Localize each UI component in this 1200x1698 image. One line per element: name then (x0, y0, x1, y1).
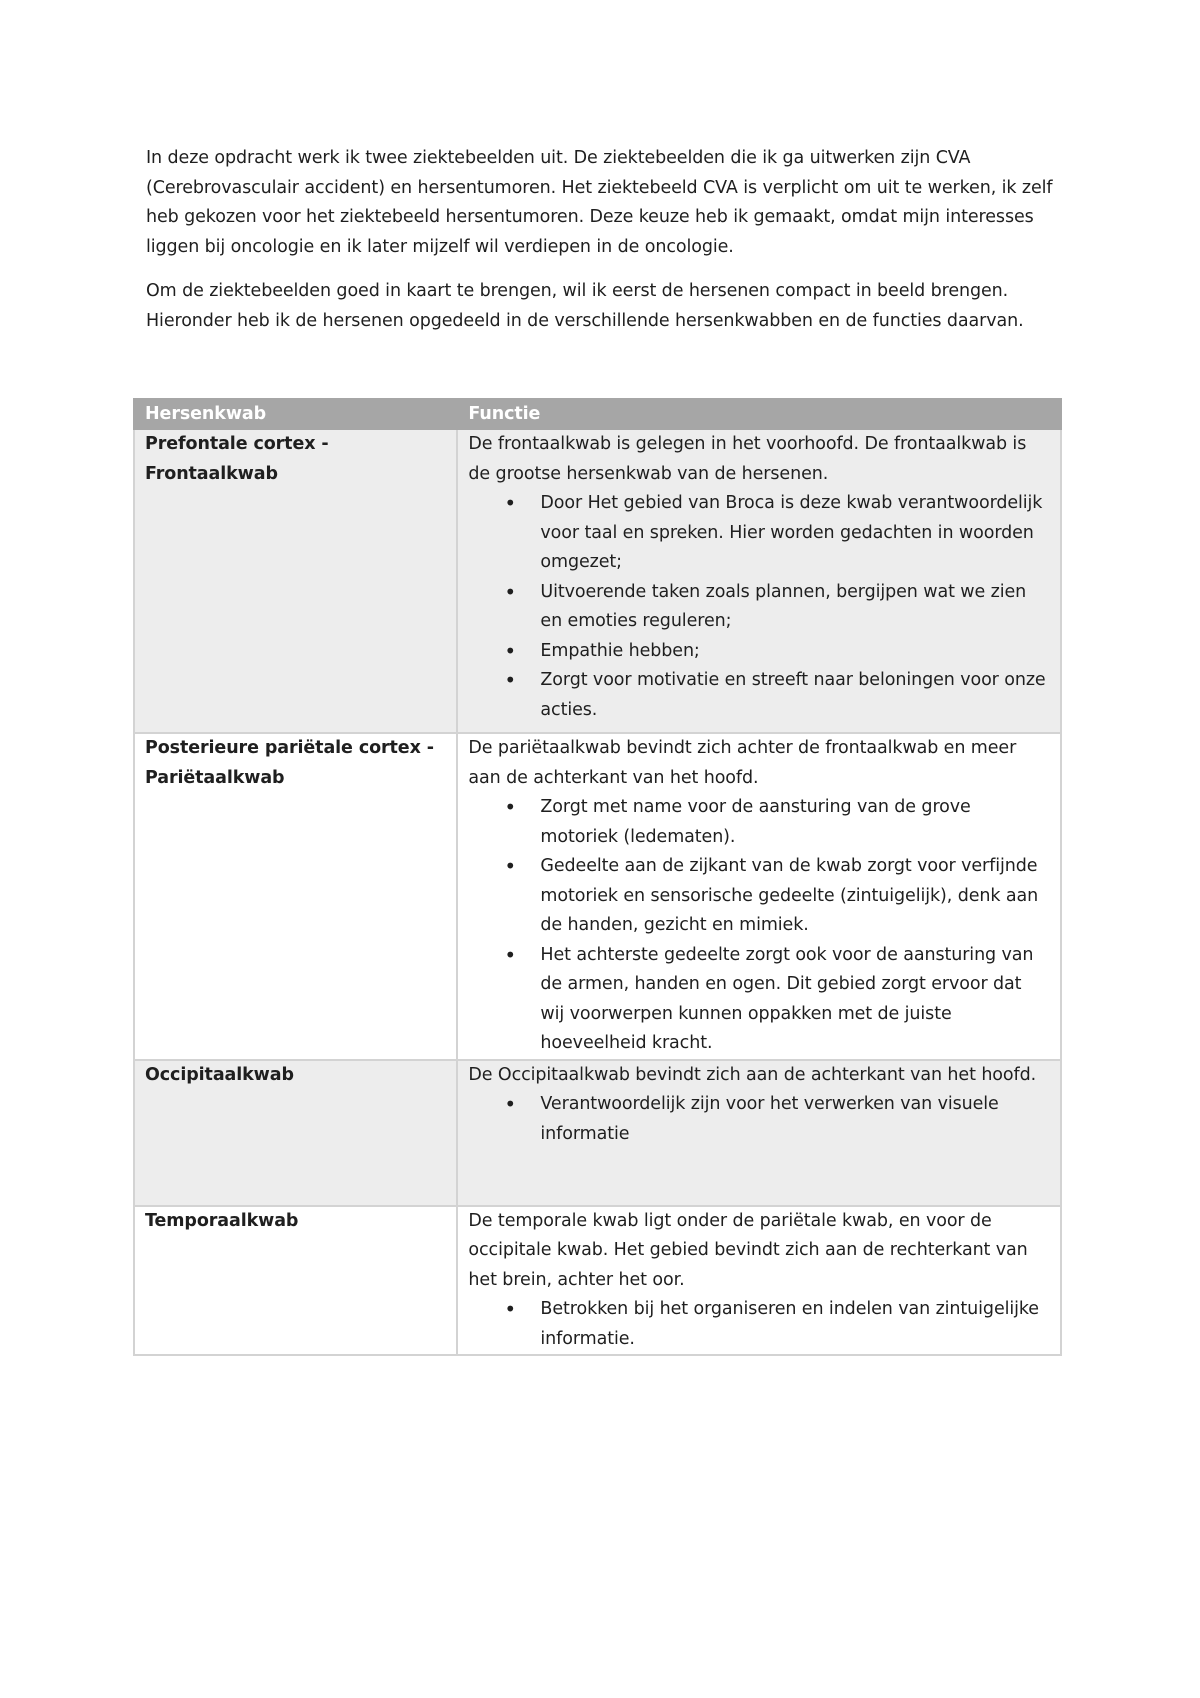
intro-text (146, 144, 1066, 351)
lobe-function-cell (457, 429, 1061, 733)
function-intro: De temporale kwab ligt onder de pariëtale kwab, en voor de occipitale kwab. Het gebied bevindt zich aan de rechterkant van het brein, achter het oor. (468, 1210, 1028, 1290)
function-bullet-list (468, 793, 1050, 1059)
list-item: • Zorgt voor motivatie en streeft naar beloningen voor onze acties. (530, 666, 1050, 725)
list-item: • Gedeelte aan de zijkant van de kwab zorgt voor verfijnde motoriek en sensorische gedeelte (zintuigelijk), denk aan de handen, gezicht en mimiek. (530, 852, 1050, 941)
lobe-name-cell (134, 1206, 457, 1356)
list-item: • Door Het gebied van Broca is deze kwab verantwoordelijk voor taal en spreken. Hier worden gedachten in woorden omgezet; (530, 489, 1050, 578)
lobe-function-cell (457, 1206, 1061, 1356)
function-intro: De Occipitaalkwab bevindt zich aan de achterkant van het hoofd. (468, 1064, 1037, 1085)
lobe-name-cell (134, 429, 457, 733)
table-row (134, 733, 1061, 1060)
lobe-function-cell (457, 733, 1061, 1060)
lobe-name-line: Prefontale cortex - (145, 434, 329, 454)
function-intro: De pariëtaalkwab bevindt zich achter de frontaalkwab en meer aan de achterkant van het hoofd. (468, 738, 1017, 788)
intro-paragraph-1: In deze opdracht werk ik twee ziektebeelden uit. De ziektebeelden die ik ga uitwerken zijn CVA (Cerebrovasculair accident) en hersentumoren. Het ziektebeeld CVA is verplicht om uit te werken, ik zelf heb gekozen voor het ziektebeeld hersentumoren. Deze keuze heb ik gemaakt, omdat mijn interesses liggen bij oncologie en ik later mijzelf wil verdiepen in de oncologie. (146, 148, 1053, 257)
table-row (134, 1060, 1061, 1206)
header-hersenkwab: Hersenkwab (134, 399, 457, 429)
lobe-name-line: Occipitaalkwab (145, 1064, 294, 1085)
function-bullet-list (468, 1090, 1050, 1149)
lobe-name-line: Posterieure pariëtale cortex - (145, 738, 434, 758)
list-item: • Empathie hebben; (530, 637, 1050, 667)
function-bullet-list (468, 489, 1050, 725)
table-row (134, 429, 1061, 733)
lobe-function-cell (457, 1060, 1061, 1206)
function-bullet-list (468, 1295, 1050, 1354)
function-intro: De frontaalkwab is gelegen in het voorhoofd. De frontaalkwab is de grootse hersenkwab van de hersenen. (468, 434, 1027, 484)
lobe-name-line: Pariëtaalkwab (145, 767, 285, 788)
lobe-name-cell (134, 733, 457, 1060)
intro-paragraph-2: Om de ziektebeelden goed in kaart te brengen, wil ik eerst de hersenen compact in beeld brengen. Hieronder heb ik de hersenen opgedeeld in de verschillende hersenkwabben en de functies daarvan. (146, 281, 1024, 331)
brain-lobes-table (133, 398, 1062, 1356)
lobe-name-line: Frontaalkwab (145, 463, 278, 484)
table-header-row (134, 399, 1061, 429)
list-item: • Verantwoordelijk zijn voor het verwerken van visuele informatie (530, 1090, 1050, 1149)
header-functie: Functie (457, 399, 1061, 429)
lobe-name-cell (134, 1060, 457, 1206)
list-item: • Betrokken bij het organiseren en indelen van zintuigelijke informatie. (530, 1295, 1050, 1354)
list-item: • Zorgt met name voor de aansturing van de grove motoriek (ledematen). (530, 793, 1050, 852)
table-row (134, 1206, 1061, 1356)
list-item: • Het achterste gedeelte zorgt ook voor de aansturing van de armen, handen en ogen. Dit gebied zorgt ervoor dat wij voorwerpen kunnen oppakken met de juiste hoeveelheid kracht. (530, 941, 1050, 1059)
lobe-name-line: Temporaalkwab (145, 1210, 299, 1231)
list-item: • Uitvoerende taken zoals plannen, bergijpen wat we zien en emoties reguleren; (530, 578, 1050, 637)
